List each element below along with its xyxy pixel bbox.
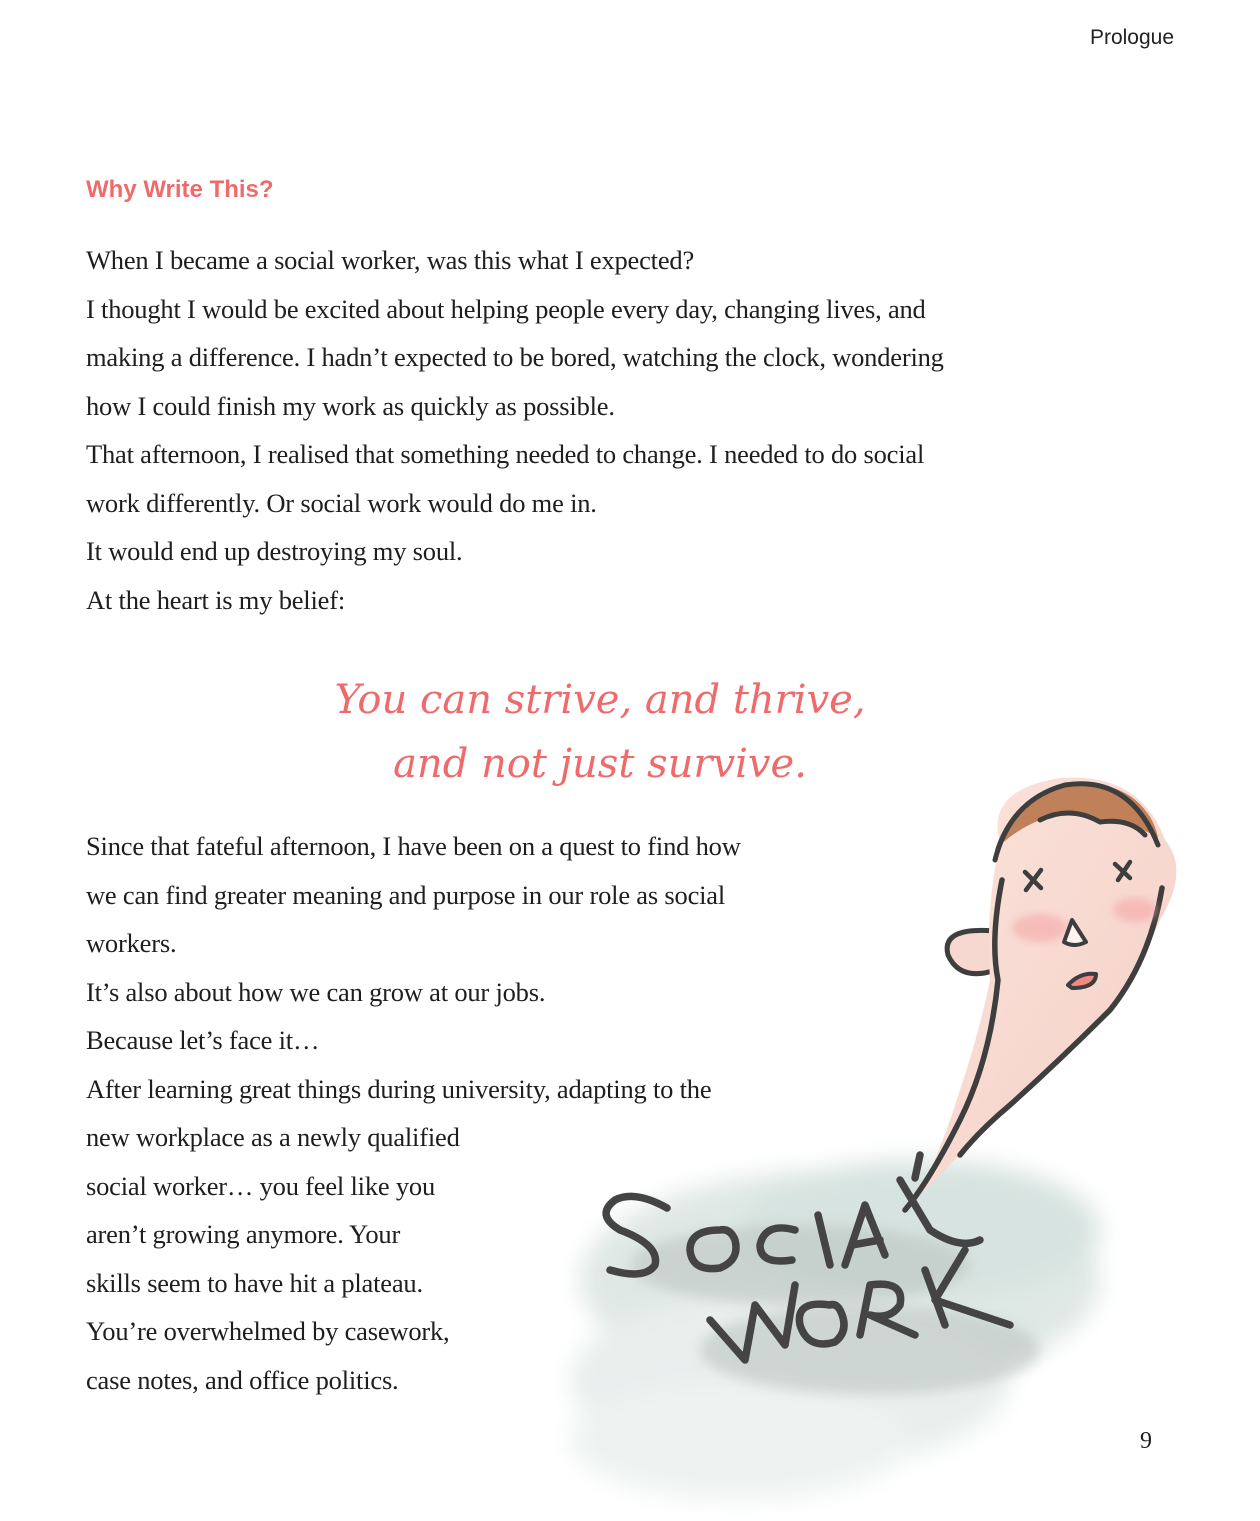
text-line: work differently. Or social work would do me in. [86, 487, 597, 518]
quote-line: You can strive, and thrive, [334, 677, 866, 723]
text-line: aren’t growing anymore. Your [86, 1219, 401, 1249]
text-line: workers. [86, 928, 177, 958]
text-line: You’re overwhelmed by casework, [86, 1316, 450, 1346]
text-line: I thought I would be excited about helping people every day, changing lives, and [86, 293, 926, 324]
running-head: Prologue [1089, 26, 1174, 49]
text-line: case notes, and office politics. [86, 1364, 399, 1395]
paragraph-intro [86, 236, 1186, 624]
section-title: Why Write This? [86, 176, 274, 203]
text-line: Since that fateful afternoon, I have been on a quest to find how [86, 831, 741, 861]
quote-line: and not just survive. [393, 741, 807, 787]
text-line: making a difference. I hadn’t expected to be bored, watching the clock, wondering [86, 342, 944, 372]
text-line: we can find greater meaning and purpose in our role as social [86, 879, 726, 910]
paragraph-quest [86, 822, 866, 1404]
text-line: Because let’s face it… [86, 1025, 320, 1055]
text-line: At the heart is my belief: [86, 584, 345, 615]
text-line: how I could finish my work as quickly as possible. [86, 390, 615, 421]
text-line: When I became a social worker, was this what I expected? [86, 245, 695, 275]
text-line: social worker… you feel like you [86, 1170, 436, 1201]
text-line: new workplace as a newly qualified [86, 1122, 460, 1152]
text-line: After learning great things during university, adapting to the [86, 1073, 712, 1104]
text-line: skills seem to have hit a plateau. [86, 1267, 423, 1298]
page-number: 9 [1140, 1428, 1152, 1454]
text-line: It would end up destroying my soul. [86, 536, 463, 566]
text-line: It’s also about how we can grow at our jobs. [86, 976, 546, 1007]
text-line: That afternoon, I realised that something needed to change. I needed to do social [86, 439, 925, 469]
